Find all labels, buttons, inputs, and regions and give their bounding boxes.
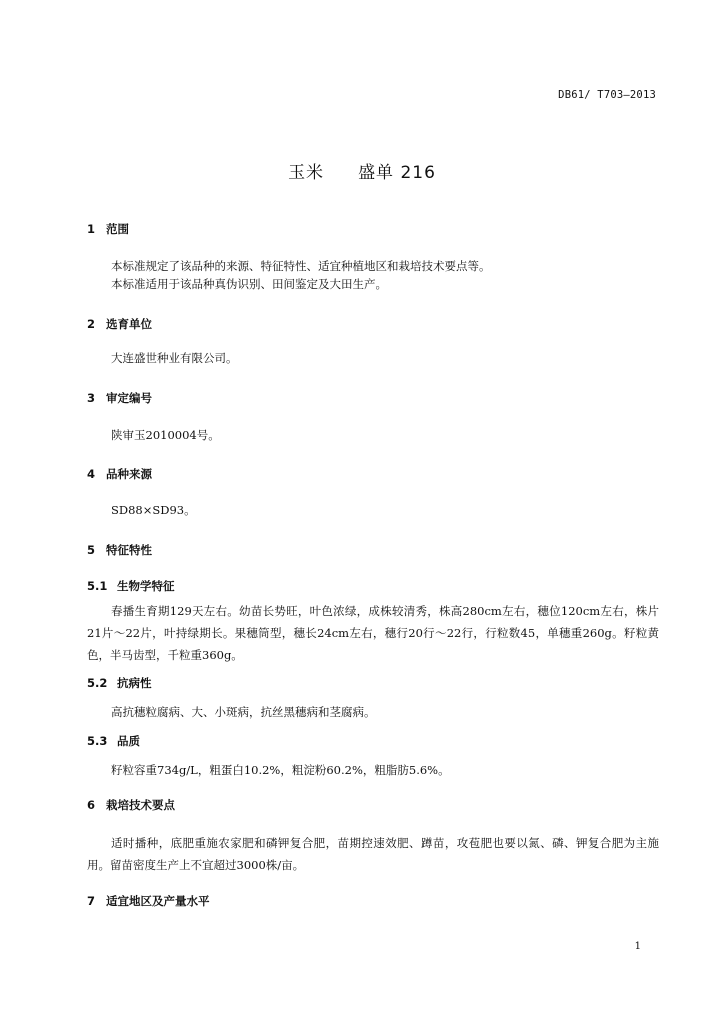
title-variety: 盛单 216	[358, 163, 436, 183]
scope-paragraph-2: 本标准适用于该品种真伪识别、田间鉴定及大田生产。	[111, 277, 387, 291]
standard-code: DB61/ T703—2013	[558, 89, 656, 101]
section-heading-scope: 1 范围	[87, 222, 129, 236]
section-heading-characteristics: 5 特征特性	[87, 543, 152, 557]
quality-paragraph: 籽粒容重734g/L，粗蛋白10.2%，粗淀粉60.2%，粗脂肪5.6%。	[111, 763, 450, 777]
subsection-heading-biology: 5.1 生物学特征	[87, 579, 175, 593]
cultivation-paragraph: 适时播种，底肥重施农家肥和磷钾复合肥，苗期控速效肥、蹲苗，攻苞肥也要以氮、磷、钾复合肥为主施用。留苗密度生产上不宜超过3000株/亩。	[87, 836, 659, 872]
breeder-paragraph: 大连盛世种业有限公司。	[111, 351, 238, 365]
biology-paragraph: 春播生育期129天左右。幼苗长势旺，叶色浓绿，成株较清秀，株高280cm左右，穗位120cm左右，株片21片～22片，叶持绿期长。果穗筒型，穗长24cm左右，穗行20行～22行，行粒数45，单穗重260g。籽粒黄色，半马齿型，千粒重360g。	[87, 604, 659, 662]
document-title	[0, 158, 724, 183]
title-crop: 玉米	[288, 163, 325, 183]
section-heading-cultivation: 6 栽培技术要点	[87, 798, 175, 812]
approval-paragraph: 陕审玉2010004号。	[111, 428, 220, 442]
page-number: 1	[634, 941, 641, 952]
scope-paragraph-1: 本标准规定了该品种的来源、特征特性、适宜种植地区和栽培技术要点等。	[111, 259, 491, 273]
section-heading-approval: 3 审定编号	[87, 391, 152, 405]
subsection-heading-quality: 5.3 品质	[87, 734, 140, 748]
subsection-heading-disease-resistance: 5.2 抗病性	[87, 676, 152, 690]
section-heading-region-yield: 7 适宜地区及产量水平	[87, 894, 210, 908]
origin-paragraph: SD88×SD93。	[111, 503, 196, 517]
section-heading-breeder: 2 选育单位	[87, 317, 152, 331]
disease-resistance-paragraph: 高抗穗粒腐病、大、小斑病，抗丝黑穗病和茎腐病。	[111, 705, 376, 719]
section-heading-origin: 4 品种来源	[87, 467, 152, 481]
